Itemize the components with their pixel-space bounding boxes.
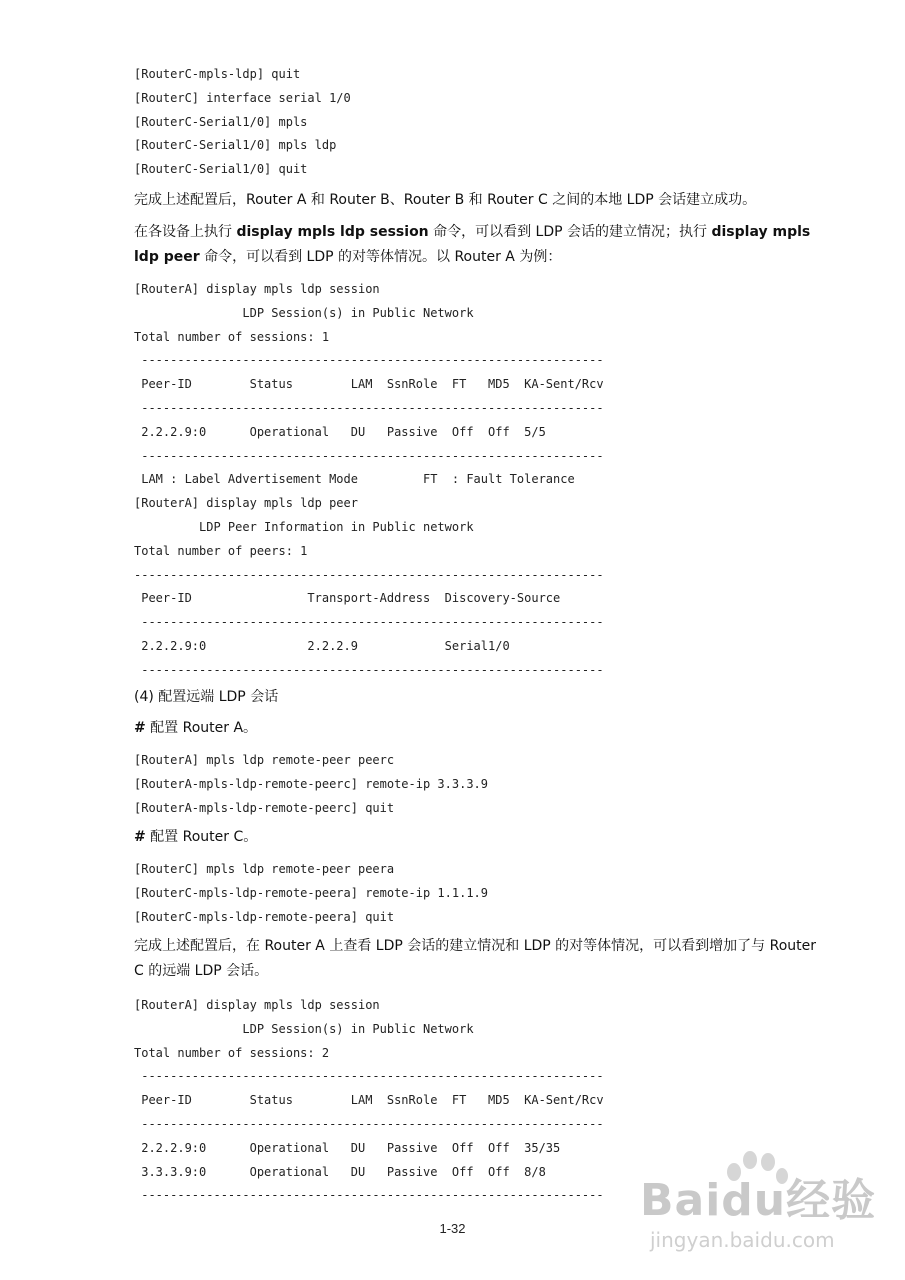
code-line: Peer-ID Transport-Address Discovery-Source bbox=[134, 591, 561, 606]
heading-configure-router-c bbox=[134, 825, 824, 850]
heading-configure-router-a bbox=[134, 716, 824, 741]
code-line: LAM : Label Advertisement Mode FT : Fault Tolerance bbox=[134, 472, 575, 487]
code-line: 3.3.3.9:0 Operational DU Passive Off Off 8/8 bbox=[134, 1164, 546, 1179]
code-line: ---------------------------------------------------------------- bbox=[134, 400, 604, 415]
paragraph-remote-session-result: 完成上述配置后，在 Router A 上查看 LDP 会话的建立情况和 LDP 的对等体情况，可以看到增加了与 Router C 的远端 LDP 会话。 bbox=[134, 938, 817, 979]
code-line: [RouterA] display mpls ldp session bbox=[134, 282, 380, 296]
code-line: ---------------------------------------------------------------- bbox=[134, 662, 604, 677]
command-display-session: display mpls ldp session bbox=[236, 224, 429, 240]
code-line: [RouterA-mpls-ldp-remote-peerc] quit bbox=[134, 800, 395, 815]
code-line: ---------------------------------------------------------------- bbox=[134, 1116, 604, 1131]
code-line: Peer-ID Status LAM SsnRole FT MD5 KA-Sent/Rcv bbox=[134, 1093, 604, 1108]
code-line: 2.2.2.9:0 2.2.2.9 Serial1/0 bbox=[134, 638, 510, 653]
code-line: [RouterC-Serial1/0] quit bbox=[134, 162, 308, 177]
text-run: 命令，可以看到 LDP 的对等体情况。以 Router A 为例： bbox=[199, 249, 562, 265]
watermark-logo: Baidu经验 bbox=[640, 1175, 877, 1226]
code-line: LDP Session(s) in Public Network bbox=[134, 1021, 474, 1036]
code-line: ---------------------------------------------------------------- bbox=[134, 615, 604, 630]
text-run: 在各设备上执行 bbox=[134, 224, 237, 240]
paragraph-local-session-result: 完成上述配置后，Router A 和 Router B、Router B 和 Router C 之间的本地 LDP 会话建立成功。 bbox=[134, 192, 757, 208]
code-line: ---------------------------------------------------------------- bbox=[134, 353, 604, 368]
code-line: ---------------------------------------------------------------- bbox=[134, 1188, 604, 1203]
code-block-router-a-remote-peer bbox=[134, 749, 488, 820]
code-block-ldp-session-output bbox=[134, 278, 604, 683]
code-line: [RouterC-Serial1/0] mpls ldp bbox=[134, 138, 337, 153]
text-run: 命令，可以看到 LDP 会话的建立情况；执行 bbox=[428, 224, 712, 240]
code-line: ---------------------------------------------------------------- bbox=[134, 1069, 604, 1084]
code-block-ldp-session-output-2 bbox=[134, 994, 604, 1208]
hash-marker: # bbox=[134, 829, 146, 845]
code-line: Total number of peers: 1 bbox=[134, 543, 308, 558]
heading-text: 配置 Router C。 bbox=[145, 829, 258, 845]
code-line: [RouterA-mpls-ldp-remote-peerc] remote-ip 3.3.3.9 bbox=[134, 776, 489, 791]
code-line: 2.2.2.9:0 Operational DU Passive Off Off 5/5 bbox=[134, 424, 546, 439]
code-line: LDP Peer Information in Public network bbox=[134, 519, 474, 534]
code-line: [RouterC] interface serial 1/0 bbox=[134, 90, 351, 105]
baidu-watermark bbox=[640, 1150, 880, 1260]
code-line: [RouterC-Serial1/0] mpls bbox=[134, 114, 308, 129]
command-display-peer: display mpls ldp peer bbox=[134, 224, 811, 265]
paragraph-display-commands bbox=[134, 220, 824, 270]
code-line: Total number of sessions: 1 bbox=[134, 329, 330, 344]
code-line: LDP Session(s) in Public Network bbox=[134, 305, 474, 320]
code-line: [RouterC-mpls-ldp] quit bbox=[134, 67, 301, 81]
code-line: [RouterA] mpls ldp remote-peer peerc bbox=[134, 753, 395, 767]
code-line: Total number of sessions: 2 bbox=[134, 1045, 330, 1060]
code-block-routerc-serial bbox=[134, 63, 351, 182]
code-line: ---------------------------------------------------------------- bbox=[134, 448, 604, 463]
section-heading-remote-ldp: (4) 配置远端 LDP 会话 bbox=[134, 689, 279, 705]
code-line: [RouterC-mpls-ldp-remote-peera] quit bbox=[134, 909, 395, 924]
code-line: Peer-ID Status LAM SsnRole FT MD5 KA-Sent/Rcv bbox=[134, 377, 604, 392]
hash-marker: # bbox=[134, 720, 146, 736]
code-line: ----------------------------------------------------------------- bbox=[134, 567, 604, 582]
code-line: [RouterC] mpls ldp remote-peer peera bbox=[134, 862, 395, 876]
code-line: [RouterA] display mpls ldp peer bbox=[134, 496, 358, 511]
code-line: [RouterC-mpls-ldp-remote-peera] remote-ip 1.1.1.9 bbox=[134, 885, 489, 900]
heading-text: 配置 Router A。 bbox=[145, 720, 258, 736]
code-line: 2.2.2.9:0 Operational DU Passive Off Off 35/35 bbox=[134, 1140, 561, 1155]
watermark-url: jingyan.baidu.com bbox=[650, 1228, 835, 1252]
page-number: 1-32 bbox=[439, 1221, 466, 1236]
code-line: [RouterA] display mpls ldp session bbox=[134, 998, 380, 1012]
code-block-router-c-remote-peer bbox=[134, 858, 488, 929]
